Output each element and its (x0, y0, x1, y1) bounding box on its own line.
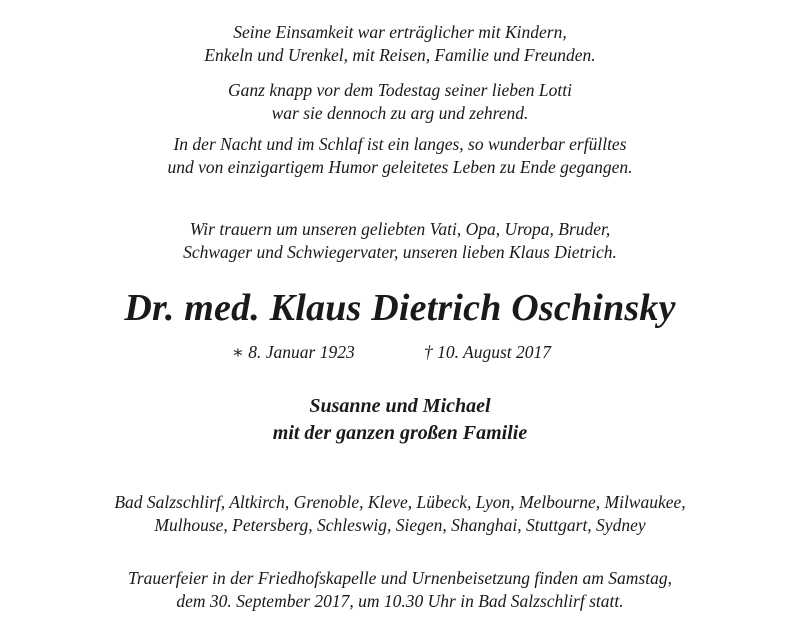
places-line: Bad Salzschlirf, Altkirch, Grenoble, Kleve, Lübeck, Lyon, Melbourne, Milwaukee, (114, 492, 686, 512)
poem-line: Enkeln und Urenkel, mit Reisen, Familie und Freunden. (204, 45, 596, 65)
poem-line: In der Nacht und im Schlaf ist ein langes, so wunderbar erfülltes (173, 134, 627, 154)
poem-line: war sie dennoch zu arg und zehrend. (271, 103, 529, 123)
poem-line: Seine Einsamkeit war erträglicher mit Kindern, (233, 22, 567, 42)
poem-stanza-1 (0, 21, 800, 67)
funeral-notice (0, 567, 800, 613)
deceased-name: Dr. med. Klaus Dietrich Oschinsky (124, 287, 676, 329)
poem-stanza-2 (0, 79, 800, 125)
birth-date: ∗ 8. Januar 1923 (232, 342, 355, 362)
poem-line: und von einzigartigem Humor geleitetes Leben zu Ende gegangen. (167, 157, 633, 177)
signer-line: mit der ganzen großen Familie (272, 422, 528, 444)
mourning-line: Schwager und Schwiegervater, unseren lieben Klaus Dietrich. (183, 242, 617, 262)
mourning-line: Wir trauern um unseren geliebten Vati, Opa, Uropa, Bruder, (189, 219, 611, 239)
life-dates (0, 340, 800, 364)
mourning-text (0, 218, 800, 264)
funeral-line: Trauerfeier in der Friedhofskapelle und Urnenbeisetzung finden am Samstag, (128, 568, 672, 588)
poem-line: Ganz knapp vor dem Todestag seiner lieben Lotti (228, 80, 572, 100)
signer-line: Susanne und Michael (309, 395, 491, 417)
death-date: † 10. August 2017 (424, 342, 552, 362)
places-list (0, 491, 800, 537)
poem-stanza-3 (0, 133, 800, 179)
signers (0, 393, 800, 447)
funeral-line: dem 30. September 2017, um 10.30 Uhr in Bad Salzschlirf statt. (176, 591, 624, 611)
places-line: Mulhouse, Petersberg, Schleswig, Siegen, Shanghai, Stuttgart, Sydney (154, 515, 646, 535)
